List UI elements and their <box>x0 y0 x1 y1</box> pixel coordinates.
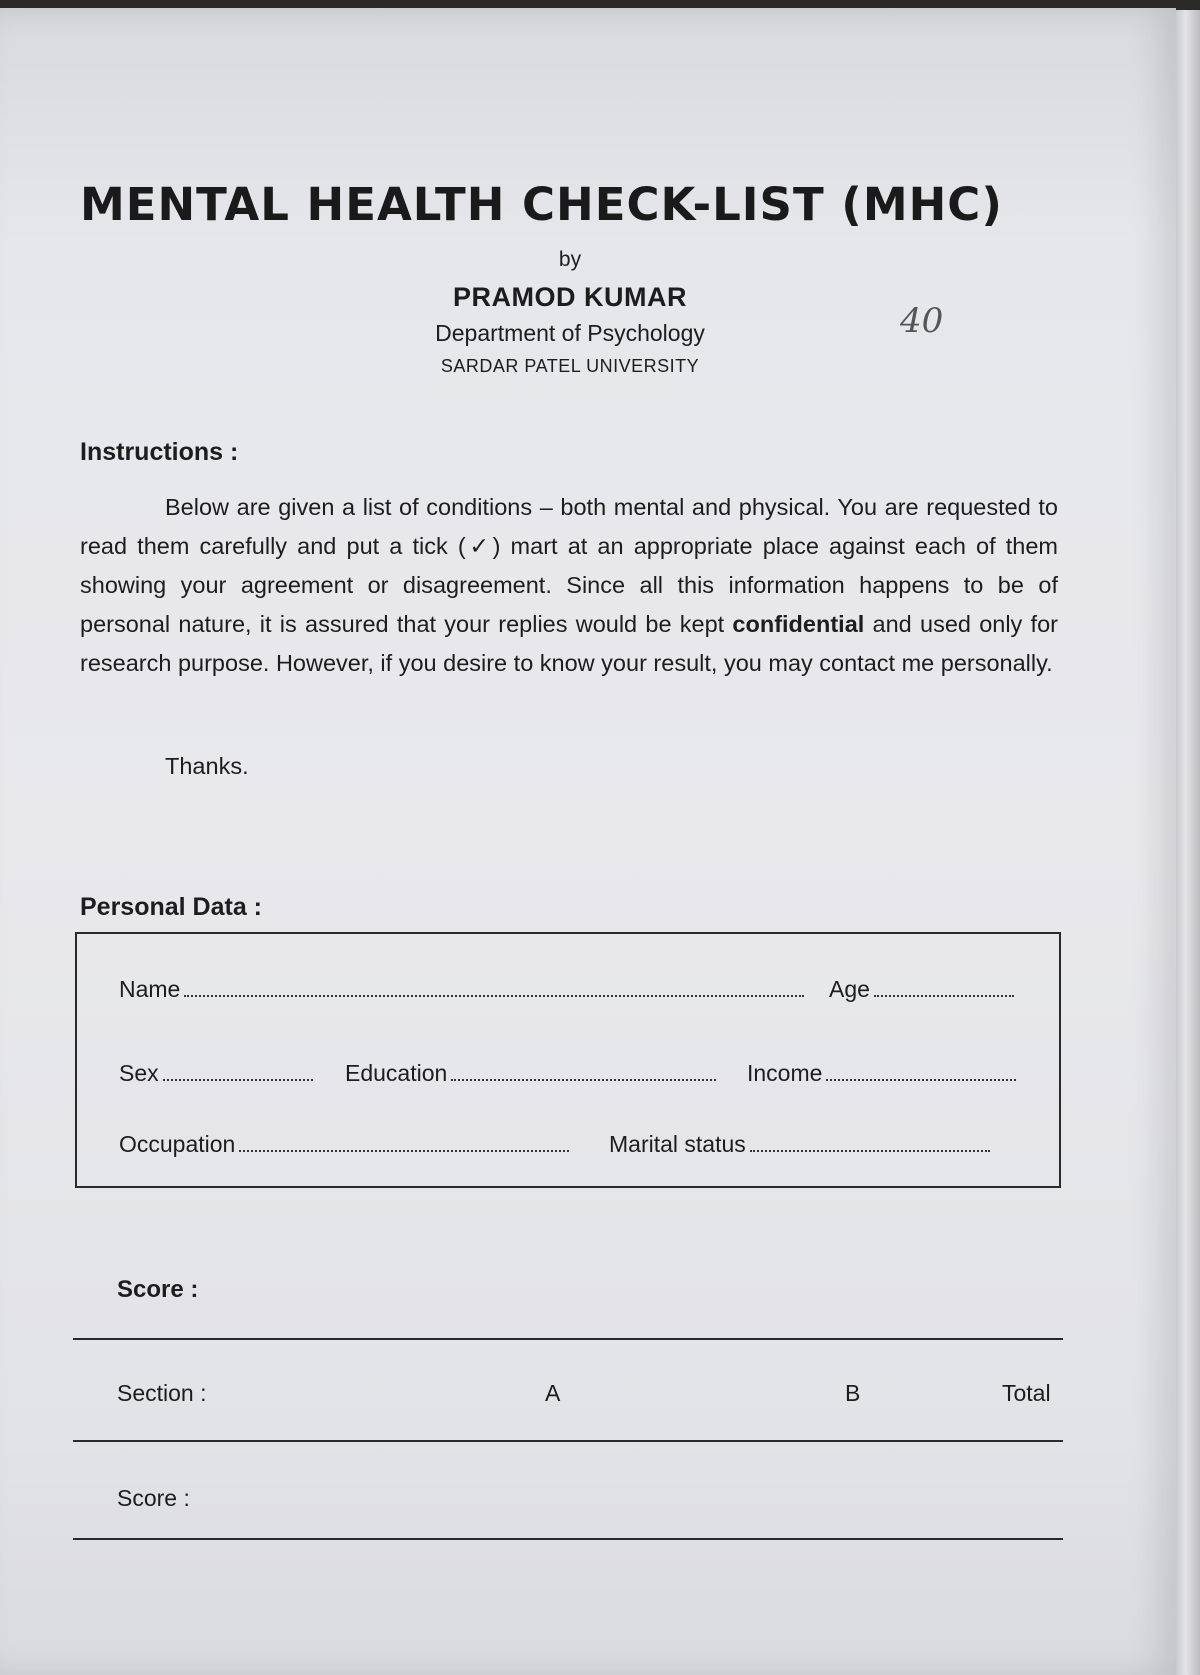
marital-status-blank[interactable] <box>750 1149 990 1152</box>
education-field[interactable] <box>345 1060 716 1087</box>
by-line: by <box>558 248 582 271</box>
section-col-total: Total <box>1002 1380 1051 1406</box>
name-label: Name <box>119 976 181 1002</box>
score-rule-middle <box>73 1440 1063 1442</box>
document-page <box>0 8 1176 1675</box>
income-field[interactable] <box>747 1060 1016 1087</box>
score-row-label: Score : <box>117 1485 190 1511</box>
income-label: Income <box>747 1060 823 1086</box>
income-blank[interactable] <box>826 1078 1016 1081</box>
score-rule-top <box>73 1338 1063 1340</box>
occupation-field[interactable] <box>119 1131 569 1158</box>
section-label: Section : <box>117 1380 207 1406</box>
department-name: Department of Psychology <box>435 320 705 346</box>
document-title: MENTAL HEALTH CHECK-LIST (MHC) <box>80 178 1003 231</box>
handwritten-note: 40 <box>900 301 944 341</box>
education-label: Education <box>345 1060 448 1086</box>
sex-label: Sex <box>119 1060 159 1086</box>
age-label: Age <box>829 976 870 1002</box>
personal-data-heading: Personal Data : <box>80 893 263 921</box>
marital-status-field[interactable] <box>609 1131 990 1158</box>
marital-status-label: Marital status <box>609 1131 746 1157</box>
instructions-text-1: Below are given a list of conditions – both mental and physical. You are requested to read them carefully and put a tick (✓) mart at an appropriate place against each of them showing your agreement or disagreement. Since all this information happens to be of personal nature, it is assured that your replies would be kept <box>80 494 1058 637</box>
instructions-body <box>80 488 1058 683</box>
page-edge <box>1176 10 1200 1675</box>
personal-data-box <box>75 932 1061 1188</box>
score-rule-bottom <box>73 1538 1063 1540</box>
thanks-text: Thanks. <box>165 753 249 779</box>
section-col-b: B <box>845 1380 861 1406</box>
university-name: SARDAR PATEL UNIVERSITY <box>440 356 700 376</box>
education-blank[interactable] <box>451 1078 716 1081</box>
author-name: PRAMOD KUMAR <box>453 282 687 312</box>
section-col-a: A <box>545 1380 561 1406</box>
age-field[interactable] <box>829 976 1014 1003</box>
name-blank[interactable] <box>184 994 804 997</box>
age-blank[interactable] <box>874 994 1014 997</box>
instructions-bold-word: confidential <box>732 611 865 637</box>
sex-field[interactable] <box>119 1060 313 1087</box>
instructions-heading: Instructions : <box>80 438 239 466</box>
instructions-text-2: and used only for research purpose. However, if you desire to know your result, you may contact me personally. <box>80 611 1058 676</box>
name-field[interactable] <box>119 976 804 1003</box>
occupation-blank[interactable] <box>239 1149 569 1152</box>
occupation-label: Occupation <box>119 1131 236 1157</box>
score-heading: Score : <box>117 1276 199 1303</box>
sex-blank[interactable] <box>163 1078 313 1081</box>
